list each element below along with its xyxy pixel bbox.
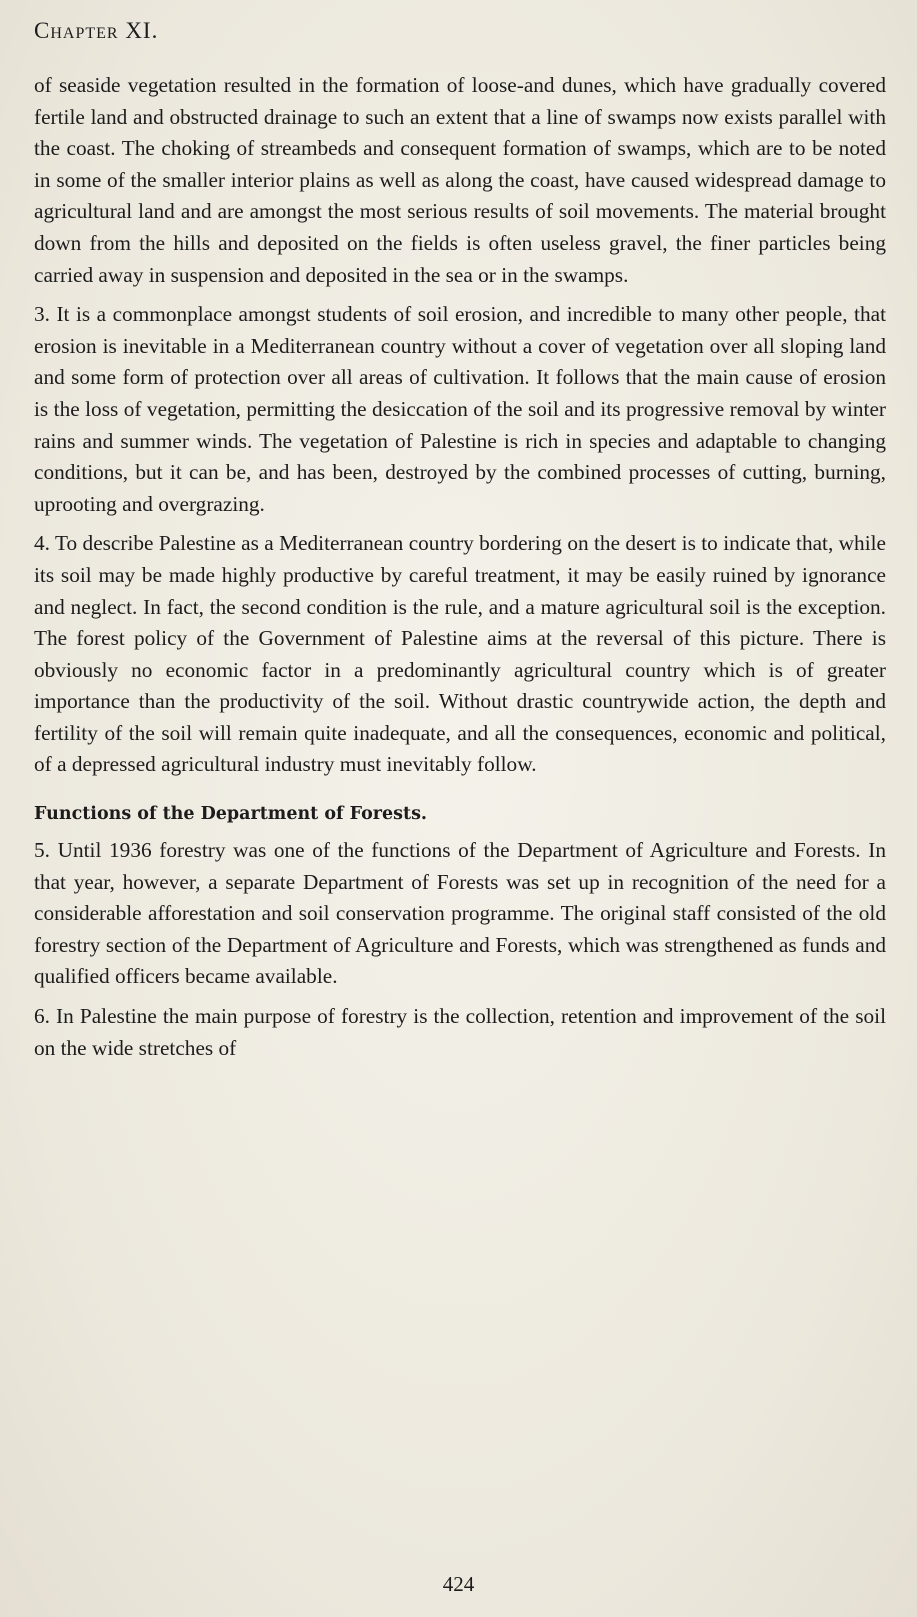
paragraph-6: 6. In Palestine the main purpose of forestry is the collection, retention and improvement of the soil on the wide stretches of (34, 1004, 886, 1060)
paragraph-4: 4. To describe Palestine as a Mediterranean country bordering on the desert is to indicate that, while its soil may be made highly productive by careful treatment, it may be easily ruined by ignorance and neglect. In fact, the second condition is the rule, and a mature agricultural soil is the exception. The forest policy of the Government of Palestine aims at the reversal of this picture. There is obviously no economic factor in a predominantly agricultural country which is of greater importance than the productivity of the soil. Without drastic countrywide action, the depth and fertility of the soil will remain quite inadequate, and all the consequences, economic and political, of a depressed agricultural industry must inevitably follow. (34, 531, 886, 777)
body-text (34, 70, 886, 1064)
section-heading: Functions of the Department of Forests. (34, 804, 428, 825)
paragraph-3: 3. It is a commonplace amongst students of soil erosion, and incredible to many other people, that erosion is inevitable in a Mediterranean country without a cover of vegetation over all sloping land and some form of protection over all areas of cultivation. It follows that the main cause of erosion is the loss of vegetation, permitting the desiccation of the soil and its progressive removal by winter rains and summer winds. The vegetation of Palestine is rich in species and adaptable to changing conditions, but it can be, and has been, destroyed by the combined processes of cutting, burning, uprooting and overgrazing. (34, 302, 886, 516)
paragraph-continuation: of seaside vegetation resulted in the formation of loose-and dunes, which have gradually covered fertile land and obstructed drainage to such an extent that a line of swamps now exists parallel with the coast. The choking of streambeds and consequent formation of swamps, which are to be noted in some of the smaller interior plains as well as along the coast, have caused widespread damage to agricultural land and are amongst the most serious results of soil movements. The material brought down from the hills and deposited on the fields is often useless gravel, the finer particles being carried away in suspension and deposited in the sea or in the swamps. (34, 73, 886, 287)
paragraph-5: 5. Until 1936 forestry was one of the functions of the Department of Agriculture and Forests. In that year, however, a separate Department of Forests was set up in recognition of the need for a considerable afforestation and soil conservation programme. The original staff consisted of the old forestry section of the Department of Agriculture and Forests, which was strengthened as funds and qualified officers became available. (34, 838, 886, 989)
chapter-header: Chapter XI. (34, 18, 159, 43)
page-number: 424 (442, 1572, 475, 1596)
